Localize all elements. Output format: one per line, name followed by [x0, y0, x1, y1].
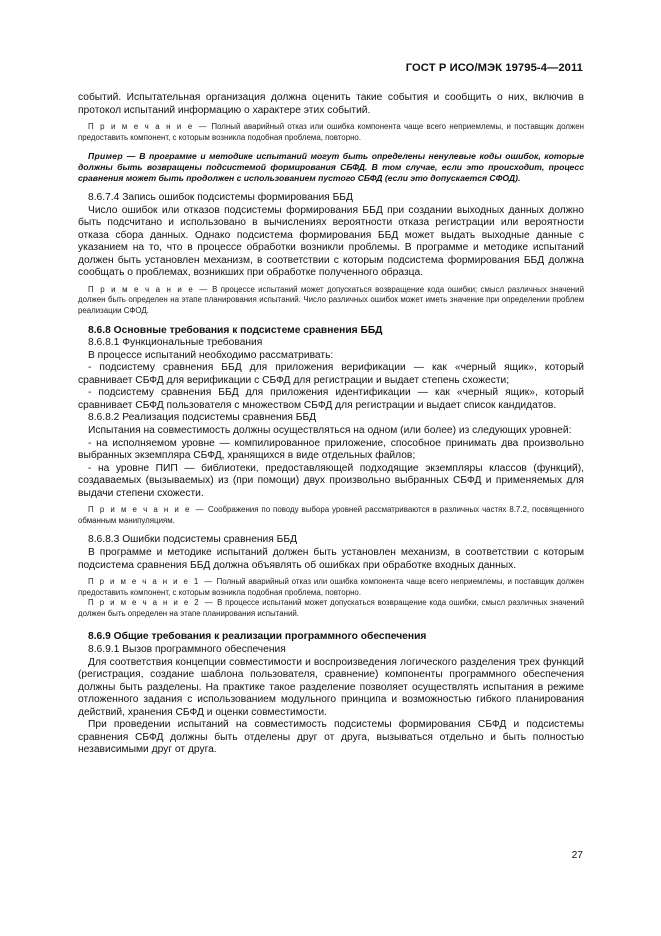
- subsection-heading: 8.6.8.2 Реализация подсистемы сравнения ББД: [88, 412, 317, 424]
- note-label: П р и м е ч а н и е —: [88, 122, 209, 132]
- note-label: П р и м е ч а н и е —: [88, 284, 209, 294]
- note: [78, 285, 584, 317]
- paragraph: В программе и методике испытаний должен быть установлен механизм, в соответствии с которым подсистема сравнения ББД должна объявлять об ошибках при обработке входных данных.: [78, 547, 584, 571]
- list-item: - подсистему сравнения ББД для приложения верификации — как «черный ящик», который сравнивает СБФД для верификации с СБФД для регистрации и выдает степень схожести;: [78, 362, 584, 386]
- note-text: Соображения по поводу выбора уровней рассматриваются в различных частях 8.7.2, посвященного обманным манипуляциям.: [78, 505, 584, 525]
- note-label: П р и м е ч а н и е 2 —: [88, 598, 215, 608]
- subsection-heading: 8.6.9.1 Вызов программного обеспечения: [88, 644, 286, 656]
- example: [78, 151, 584, 184]
- note-label: П р и м е ч а н и е 1 —: [88, 577, 214, 587]
- section-heading: 8.6.8 Основные требования к подсистеме сравнения ББД: [88, 324, 383, 336]
- page-number: 27: [571, 850, 583, 861]
- example-text: В программе и методике испытаний могут быть определены ненулевые коды ошибок, которые должны быть возвращены подсистемой формирования СБФД. В том случае, если это происходит, процесс сравнения может быть продолжен с использованием пустого СБФД (если это допускается СФОД).: [78, 151, 585, 184]
- note-2: [78, 598, 584, 619]
- note-text: Полный аварийный отказ или ошибка компонента чаще всего неприемлемы, и поставщик должен предоставить компонент, с которым возникла подобная проблема, повторно.: [78, 577, 584, 597]
- note-text: В процессе испытаний может допускаться возвращение кода ошибки, смысл различных значений должен быть определен на этапе планирования испытаний.: [78, 598, 584, 618]
- note-text: В процессе испытаний может допускаться возвращение кода ошибки; смысл различных значений должен быть определен на этапе планирования испытаний. Число различных ошибок может иметь значение при определении проблем реализации СФОД.: [78, 284, 584, 316]
- list-item: - подсистему сравнения ББД для приложения идентификации — как «черный ящик», который сравнивает СБФД пользователя с множеством СБФД для регистрации и выдает список кандидатов.: [78, 387, 584, 411]
- note-label: П р и м е ч а н и е —: [88, 505, 206, 515]
- section-heading: 8.6.9 Общие требования к реализации программного обеспечения: [88, 631, 427, 643]
- subsection-heading: 8.6.7.4 Запись ошибок подсистемы формирования ББД: [88, 192, 353, 203]
- paragraph: Число ошибок или отказов подсистемы формирования ББД при создании выходных данных должно быть подсчитано и использовано в вычислениях вероятности отказа регистрации или вероятности отказа сбора данных. Однако подсистема формирования ББД может выдать выходные данные с указанием на то, что в процессе обработки возникли проблемы. В программе и методике испытаний должен быть установлен механизм, в соответствии с которым подсистема формирования ББД должна сообщать о проблемах, возникших при обработке полученного образца.: [78, 204, 584, 279]
- standard-code-header: ГОСТ Р ИСО/МЭК 19795-4—2011: [405, 62, 583, 74]
- paragraph: Испытания на совместимость должны осуществляться на одном (или более) из следующих уровней:: [88, 424, 572, 436]
- note-1: [78, 577, 584, 598]
- paragraph: Для соответствия концепции совместимости и воспроизведения логического разделения трех функций (регистрация, создание шаблона пользователя, сравнение) компоненты программного обеспечения должны быть разделены. На практике такое разделение позволяет осуществлять испытания в режиме отложенного задания с использованием модульного принципа и возможностью гибкого планирования действий, хранения СБФД и оценки совместимости.: [78, 656, 584, 718]
- note-text: Полный аварийный отказ или ошибка компонента чаще всего неприемлемы, и поставщик должен предоставить компонент, с которым возникла подобная проблема, повторно.: [78, 122, 584, 142]
- subsection-heading: 8.6.8.3 Ошибки подсистемы сравнения ББД: [88, 534, 298, 546]
- list-item: - на уровне ПИП — библиотеки, предоставляющей подходящие экземпляры классов (функций), создаваемых (вызываемых) из (при помощи) двух произвольно выбранных СБФД и применяемых для выдачи степени схожести.: [78, 462, 584, 499]
- paragraph: При проведении испытаний на совместимость подсистемы формирования СБФД и подсистемы сравнения СБФД должны быть отделены друг от друга, вызываться отдельно и быть полностью независимыми друг от друга.: [78, 719, 584, 756]
- page-body: [78, 92, 584, 757]
- list-item: - на исполняемом уровне — компилированное приложение, способное принимать два произвольно выбранных экземпляра СБФД, хранящихся в виде отдельных файлов;: [78, 437, 584, 462]
- note: [78, 122, 584, 143]
- paragraph: В процессе испытаний необходимо рассматривать:: [88, 349, 334, 361]
- subsection-heading: 8.6.8.1 Функциональные требования: [88, 337, 263, 349]
- note: [78, 505, 584, 526]
- example-label: Пример —: [88, 151, 136, 162]
- paragraph: событий. Испытательная организация должна оценить такие события и сообщить о них, включив в протокол испытаний информацию о характере этих событий.: [78, 92, 584, 116]
